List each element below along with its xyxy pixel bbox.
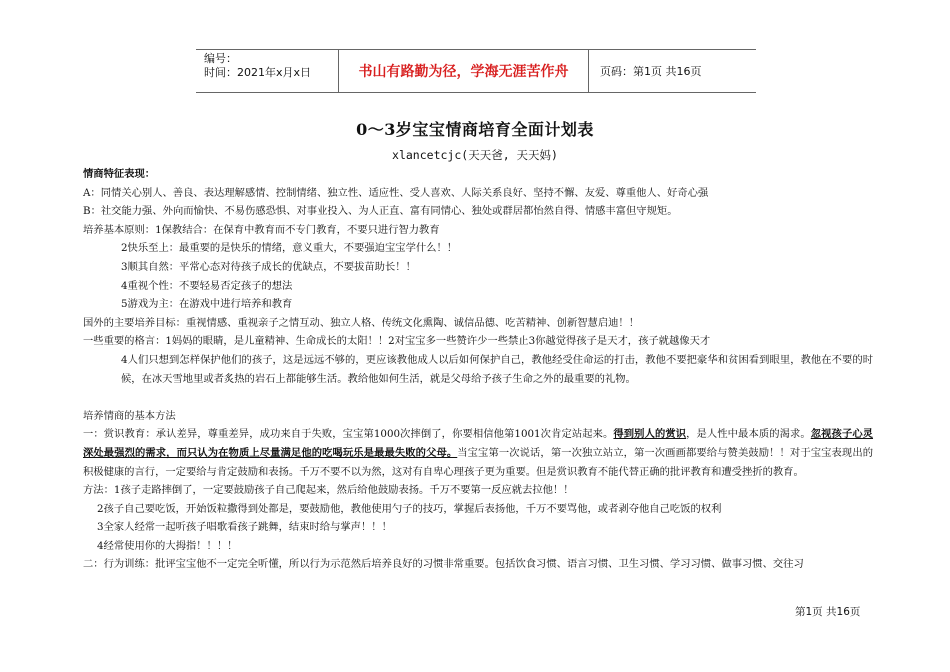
document-author: xlancetcjc(天天爸, 天天妈)	[392, 148, 558, 162]
appreciation-text-3: 当宝宝第一次说话，第一次独立站立，第一次画画都要给与赞美鼓励！！对于宝宝表现出的积极健康的言行，一定要给与肯定鼓励和表扬。千万不要不以为然，这对有自卑心理孩子更为重要。但是赏识教育不能代替正确的批评教育和遭受挫折的教育。	[83, 446, 874, 478]
header-motto: 书山有路勤为径，学海无涯苦作舟	[338, 50, 589, 92]
method-behavior: 二：行为训练：批评宝宝他不一定完全听懂，所以行为示范然后培养良好的习惯非常重要。包括饮食习惯、语言习惯、卫生习惯、学习习惯、做事习惯、交往习	[83, 558, 804, 571]
time-label: 时间：2021年x月x日	[204, 66, 312, 79]
methods-heading: 培养情商的基本方法	[83, 409, 176, 422]
method-4: 4经常使用你的大拇指！！！！	[97, 539, 238, 552]
trait-b: B：社交能力强、外向而愉快、不易伤感恐惧、对事业投入、为人正直、富有同情心、独处或群居都怡然自得、情感丰富但守规矩。	[83, 205, 678, 218]
appreciation-underline-1: 得到别人的赏识	[613, 428, 687, 441]
header-page-label: 页码：第1页 共16页	[600, 65, 702, 78]
appreciation-text-1: 一：赏识教育：承认差异，尊重差异，成功来自于失败，宝宝第1000次摔倒了，你要相信他第1001次肯定站起来。	[83, 428, 614, 441]
motto-4: 4人们只想到怎样保护他们的孩子，这是远远不够的，更应该教他成人以后如何保护自己，教他经受住命运的打击，教他不要把豪华和贫困看到眼里，教他在不要的时候，在冰天雪地里或者炙热的岩石上都能够生活。教给他如何生活，就是父母给予孩子生命之外的最重要的礼物。	[121, 353, 873, 385]
method-appreciation	[83, 425, 873, 481]
spacer	[83, 388, 873, 407]
method-3: 3全家人经常一起听孩子唱歌看孩子跳舞，结束时给与掌声！！！	[97, 521, 392, 534]
number-label: 编号：	[204, 52, 237, 65]
document-title: 0～3岁宝宝情商培育全面计划表	[356, 120, 594, 139]
method-2: 2孩子自己要吃饭，开始饭粒撒得到处都是，要鼓励他，教他使用勺子的技巧，掌握后表扬他，千万不要骂他，或者剥夺他自己吃饭的权利	[97, 502, 722, 515]
principle-3: 3顺其自然：平常心态对待孩子成长的优缺点，不要拔苗助长！！	[121, 260, 416, 273]
principle-5: 5游戏为主：在游戏中进行培养和教育	[121, 298, 293, 311]
foreign-goals: 国外的主要培养目标：重视情感、重视亲子之情互动、独立人格、传统文化熏陶、诚信品德、吃苦精神、创新智慧启迪！！	[83, 316, 640, 329]
appreciation-underline-2: 忽视孩子心灵深处最强烈的需求，而只认为在物质上尽量满足他的吃喝玩乐是最最失败的父母。	[83, 428, 874, 459]
principles-intro: 培养基本原则：1保教结合：在保育中教育而不专门教育，不要只进行智力教育	[83, 223, 440, 236]
page-footer: 第1页 共16页	[795, 606, 861, 618]
method-1: 方法：1孩子走路摔倒了，一定要鼓励孩子自己爬起来，然后给他鼓励表扬。千万不要第一反应就去拉他！！	[83, 484, 574, 497]
document-body	[83, 165, 873, 574]
page-header	[196, 49, 756, 93]
header-meta	[204, 52, 311, 80]
principle-2: 2快乐至上：最重要的是快乐的情绪，意义重大，不要强迫宝宝学什么！！	[121, 242, 458, 255]
trait-a: A：同情关心别人、善良、表达理解感情、控制情绪、独立性、适应性、受人喜欢、人际关系良好、坚持不懈、友爱、尊重他人、好奇心强	[83, 186, 709, 199]
principle-4: 4重视个性：不要轻易否定孩子的想法	[121, 279, 293, 292]
section-heading-eq-traits: 情商特征表现：	[83, 168, 156, 180]
appreciation-text-2: ，是人性中最本质的渴求。	[686, 428, 811, 441]
mottos: 一些重要的格言：1妈妈的眼睛，是儿童精神、生命成长的太阳！！2对宝宝多一些赞许少一些禁止3你越觉得孩子是天才，孩子就越像天才	[83, 335, 711, 348]
